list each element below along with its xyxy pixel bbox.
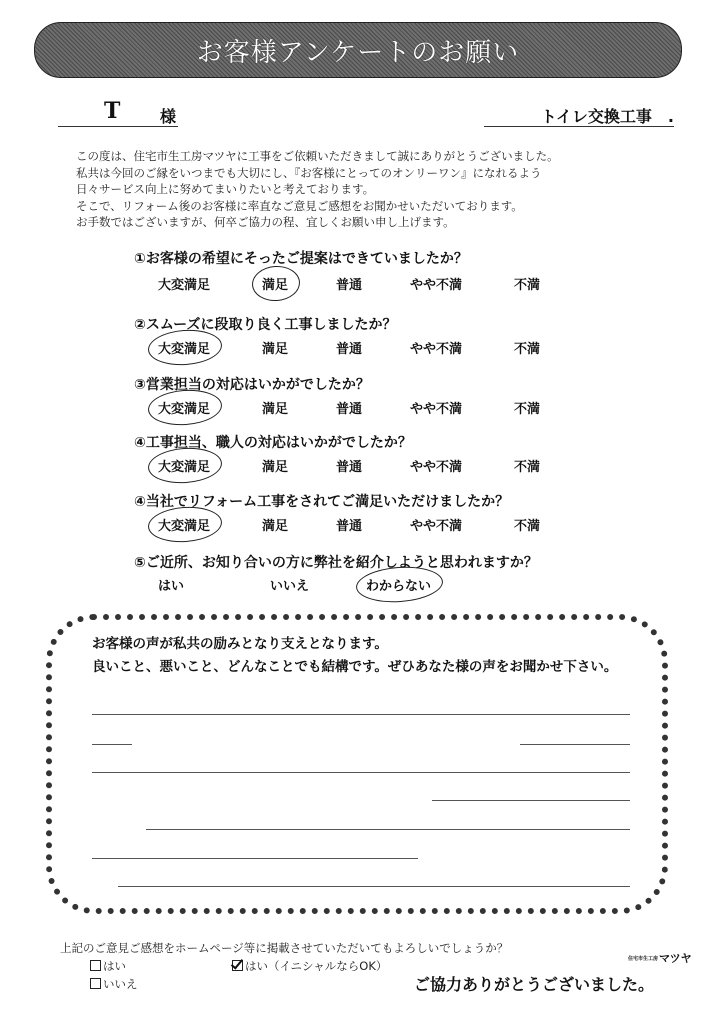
comment-line xyxy=(92,744,132,745)
intro-line: この度は、住宅市生工房マツヤに工事をご依頼いただきまして誠にありがとうございました。 xyxy=(76,149,559,163)
q2-option-1[interactable]: 大変満足 xyxy=(158,338,210,357)
comment-line xyxy=(432,800,630,801)
q5-option-5[interactable]: 不満 xyxy=(514,519,541,534)
checkbox-yes[interactable] xyxy=(90,960,101,971)
intro-line: 私共は今回のご縁をいつまでも大切にし、『お客様にとってのオンリーワン』になれるよう xyxy=(76,165,542,180)
intro-line: お手数ではございますが、何卒ご協力の程、宜しくお願い申し上げます。 xyxy=(76,215,455,229)
comment-line xyxy=(146,829,630,830)
question-6: ⑤ご近所、お知り合いの方に弊社を紹介しようと思われますか？ xyxy=(134,555,538,571)
question-3: ③営業担当の対応はいかがでしたか？ xyxy=(134,377,370,393)
comment-prompt-2: 良いこと、悪いこと、どんなことでも結構です。ぜひあなた様の声をお聞かせ下さい。 xyxy=(92,659,618,675)
thank-you-message: ご協力ありがとうございました。 xyxy=(414,975,655,994)
checkbox-no[interactable] xyxy=(90,978,101,989)
intro-text xyxy=(76,148,656,231)
checkbox-yes-initial[interactable] xyxy=(232,960,243,971)
q2-option-5[interactable]: 不満 xyxy=(514,342,541,357)
comment-prompt-1: お客様の声が私共の励みとなり支えとなります。 xyxy=(92,636,388,652)
intro-line: そこで、リフォーム後のお客様に率直なご意見ご感想をお聞かせいただいております。 xyxy=(76,198,523,213)
q1-option-3[interactable]: 普通 xyxy=(336,278,363,293)
permission-yes-label: はい xyxy=(103,959,126,973)
q6-option-2[interactable]: いいえ xyxy=(270,579,310,594)
comment-line xyxy=(118,886,630,887)
logo-subtext: 住宅市生工房 xyxy=(628,956,659,962)
comment-line xyxy=(92,772,630,773)
q2-option-2[interactable]: 満足 xyxy=(262,342,289,357)
permission-yes-initial-label: はい（イニシャルならOK） xyxy=(245,959,388,973)
q2-option-4[interactable]: やや不満 xyxy=(410,342,463,357)
work-type: トイレ交換工事 . xyxy=(484,104,674,127)
q1-option-2[interactable]: 満足 xyxy=(262,274,288,293)
q3-option-2[interactable]: 満足 xyxy=(262,402,289,417)
q1-option-1[interactable]: 大変満足 xyxy=(158,278,211,293)
q4-option-1[interactable]: 大変満足 xyxy=(158,456,210,475)
q5-option-2[interactable]: 満足 xyxy=(262,519,289,534)
q3-option-5[interactable]: 不満 xyxy=(514,402,541,417)
customer-name: T xyxy=(104,98,121,124)
q1-option-4[interactable]: やや不満 xyxy=(410,278,463,293)
comment-line xyxy=(92,714,630,715)
q5-option-4[interactable]: やや不満 xyxy=(410,519,463,534)
q3-option-3[interactable]: 普通 xyxy=(336,402,363,417)
comment-line xyxy=(520,744,630,745)
comment-line xyxy=(92,858,418,859)
question-2: ②スムーズに段取り良く工事しましたか？ xyxy=(134,317,397,333)
permission-yes-initial-option[interactable] xyxy=(232,958,387,974)
q4-option-2[interactable]: 満足 xyxy=(262,460,289,475)
q5-option-3[interactable]: 普通 xyxy=(336,519,363,534)
customer-name-field xyxy=(58,100,178,127)
q2-option-3[interactable]: 普通 xyxy=(336,342,363,357)
q4-option-4[interactable]: やや不満 xyxy=(410,460,463,475)
intro-line: 日々サービス向上に努めてまいりたいと考えております。 xyxy=(76,182,375,196)
logo-name: マツヤ xyxy=(659,952,692,965)
question-4: ④工事担当、職人の対応はいかがでしたか？ xyxy=(134,435,412,451)
permission-question: 上記のご意見ご感想をホームページ等に掲載させていただいてもよろしいでしょうか？ xyxy=(60,941,509,955)
title-banner xyxy=(34,22,682,78)
page-title: お客様アンケートのお願い xyxy=(196,37,520,68)
question-1: ①お客様の希望にそったご提案はできていましたか？ xyxy=(134,251,468,267)
q6-option-1[interactable]: はい xyxy=(158,579,185,594)
q3-option-1[interactable]: 大変満足 xyxy=(158,398,210,417)
q1-option-5[interactable]: 不満 xyxy=(514,278,541,293)
q4-option-5[interactable]: 不満 xyxy=(514,460,541,475)
q3-option-4[interactable]: やや不満 xyxy=(410,402,463,417)
permission-no-label: いいえ xyxy=(103,977,138,991)
question-5: ④当社でリフォーム工事をされてご満足いただけましたか？ xyxy=(134,494,510,510)
q5-option-1[interactable]: 大変満足 xyxy=(158,515,210,534)
permission-no-option[interactable] xyxy=(90,976,138,992)
q6-option-3[interactable]: わからない xyxy=(366,575,431,594)
q4-option-3[interactable]: 普通 xyxy=(336,460,363,475)
customer-honorific: 様 xyxy=(160,107,177,126)
company-logo xyxy=(628,950,692,966)
permission-yes-option[interactable] xyxy=(90,958,126,974)
